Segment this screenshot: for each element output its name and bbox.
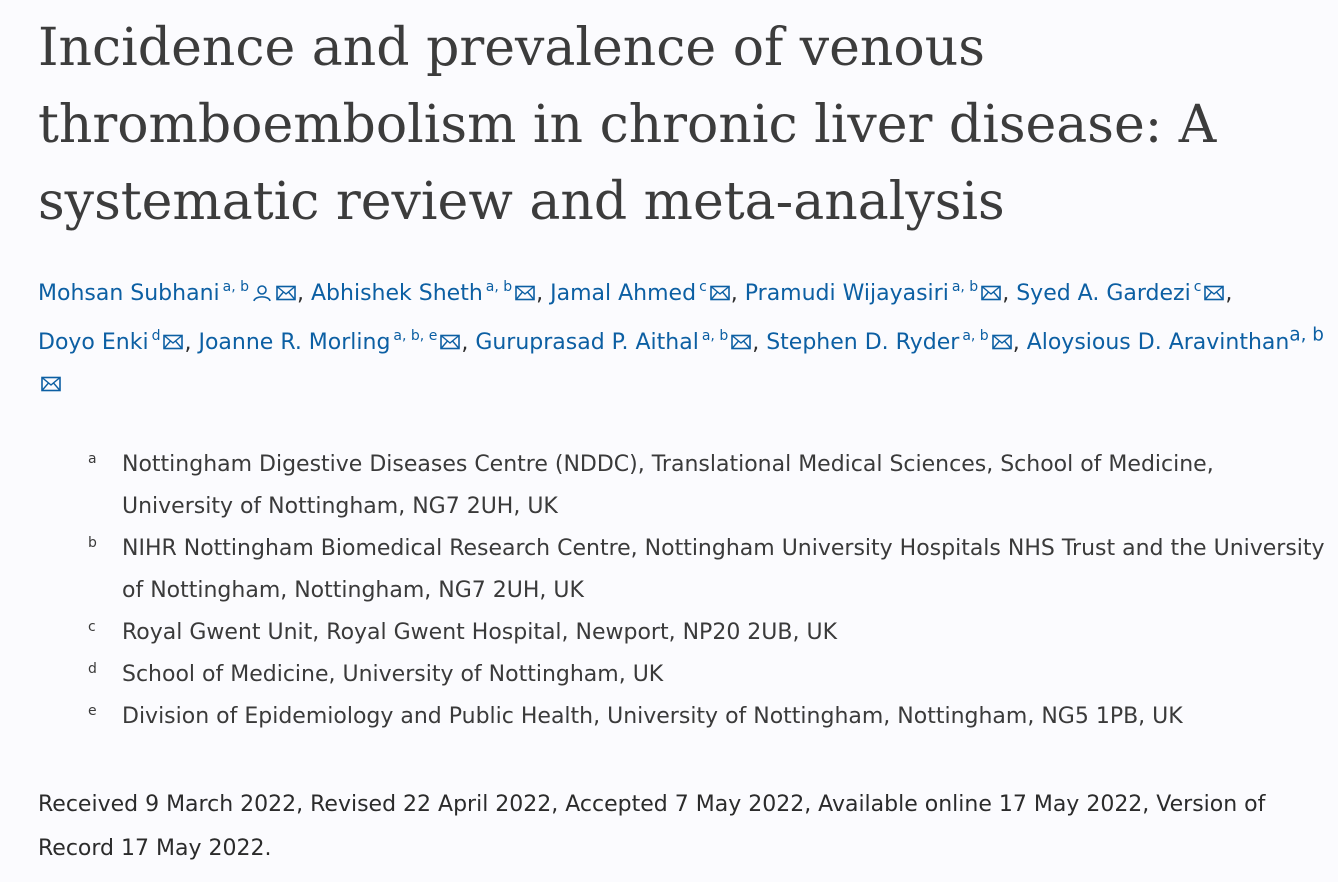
affiliation-text: Division of Epidemiology and Public Health, University of Nottingham, Nottingham, NG5 1PB, UK: [122, 704, 1183, 729]
author-name: Syed A. Gardezi: [1016, 281, 1191, 306]
article-title: Incidence and prevalence of venous thromboembolism in chronic liver disease: A systematic review and meta-analysis: [38, 18, 1217, 232]
author-affiliation-refs: a, b: [951, 279, 979, 295]
affiliation-label: a: [88, 451, 97, 467]
affiliation-item: [88, 696, 1328, 738]
person-icon[interactable]: [251, 284, 273, 302]
author-link[interactable]: [766, 330, 1012, 355]
affiliation-text: Royal Gwent Unit, Royal Gwent Hospital, Newport, NP20 2UB, UK: [122, 620, 838, 645]
author-affiliation-refs: d: [151, 328, 161, 345]
envelope-icon[interactable]: [439, 333, 461, 351]
author-link[interactable]: [311, 281, 536, 306]
author-name: Mohsan Subhani: [38, 281, 220, 306]
affiliation-text: Nottingham Digestive Diseases Centre (NDDC), Translational Medical Sciences, School of Medicine, University of Nottingham, NG7 2UH, UK: [122, 452, 1214, 519]
author-name: Joanne R. Morling: [198, 330, 391, 356]
author-affiliation-refs: a, b: [485, 279, 513, 295]
envelope-icon[interactable]: [1203, 284, 1225, 302]
author-link[interactable]: [38, 330, 184, 355]
author-affiliation-refs: a, b: [701, 328, 729, 345]
affiliation-item: [88, 654, 1328, 696]
affiliation-item: [88, 528, 1328, 612]
author-name: Jamal Ahmed: [550, 281, 697, 306]
author-list: Mohsan Subhani $^{a, b}$ , Abhishek Sheth $^{a, b}$ , Jamal Ahmed $^c$ , Pramudi Wijayasiri $^{a, b}$ , Syed A. Gardezi $^c$ , Doyo Enki $^d$ , Joanne R. Morling $^{a, b, e}$ , Guruprasad P. Aithal $^{a, b}$ , Stephen D. Ryder $^{a, b}$ , Aloysious D. Aravinthan$^{a, b}$: [38, 273, 1333, 406]
envelope-icon[interactable]: [991, 333, 1013, 351]
envelope-icon[interactable]: [709, 284, 731, 302]
author-name: Aloysious D. Aravinthan: [1026, 330, 1290, 356]
affiliation-text: School of Medicine, University of Nottingham, UK: [122, 662, 664, 687]
affiliation-label: b: [88, 535, 97, 551]
author-name: Stephen D. Ryder: [766, 330, 960, 356]
author-name: Abhishek Sheth: [311, 281, 483, 306]
envelope-icon[interactable]: [980, 284, 1002, 302]
author-affiliation-refs: c: [1193, 279, 1202, 295]
affiliation-list: [88, 444, 1328, 738]
author-affiliation-refs: c: [699, 279, 707, 295]
affiliation-text: NIHR Nottingham Biomedical Research Centre, Nottingham University Hospitals NHS Trust and the University of Nottingham, Nottingham, NG7 2UH, UK: [122, 536, 1325, 603]
envelope-icon[interactable]: [730, 333, 752, 351]
affiliation-label: e: [88, 703, 97, 719]
envelope-icon[interactable]: [40, 375, 62, 393]
author-name: Guruprasad P. Aithal: [475, 330, 699, 356]
author-link[interactable]: [745, 281, 1002, 306]
author-name: Pramudi Wijayasiri: [744, 281, 949, 306]
affiliation-item: [88, 612, 1328, 654]
envelope-icon[interactable]: [514, 284, 536, 302]
envelope-icon[interactable]: [162, 333, 184, 351]
author-name: Doyo Enki: [38, 330, 149, 356]
author-affiliation-refs: a, b: [1289, 325, 1324, 346]
affiliation-label: c: [88, 619, 96, 635]
author-link[interactable]: [38, 281, 297, 306]
author-link[interactable]: [550, 281, 731, 306]
author-affiliation-refs: a, b: [222, 279, 249, 295]
envelope-icon[interactable]: [275, 284, 297, 302]
author-link[interactable]: [198, 330, 461, 355]
author-link[interactable]: [1016, 281, 1225, 306]
author-affiliation-refs: a, b, e: [393, 328, 438, 345]
publication-history: Received 9 March 2022, Revised 22 April 2022, Accepted 7 May 2022, Available online 17 May 2022, Version of Record 17 May 2022.: [38, 792, 1266, 861]
affiliation-item: [88, 444, 1328, 528]
affiliation-label: d: [88, 661, 97, 677]
author-link[interactable]: [475, 330, 752, 355]
author-affiliation-refs: a, b: [962, 328, 989, 345]
